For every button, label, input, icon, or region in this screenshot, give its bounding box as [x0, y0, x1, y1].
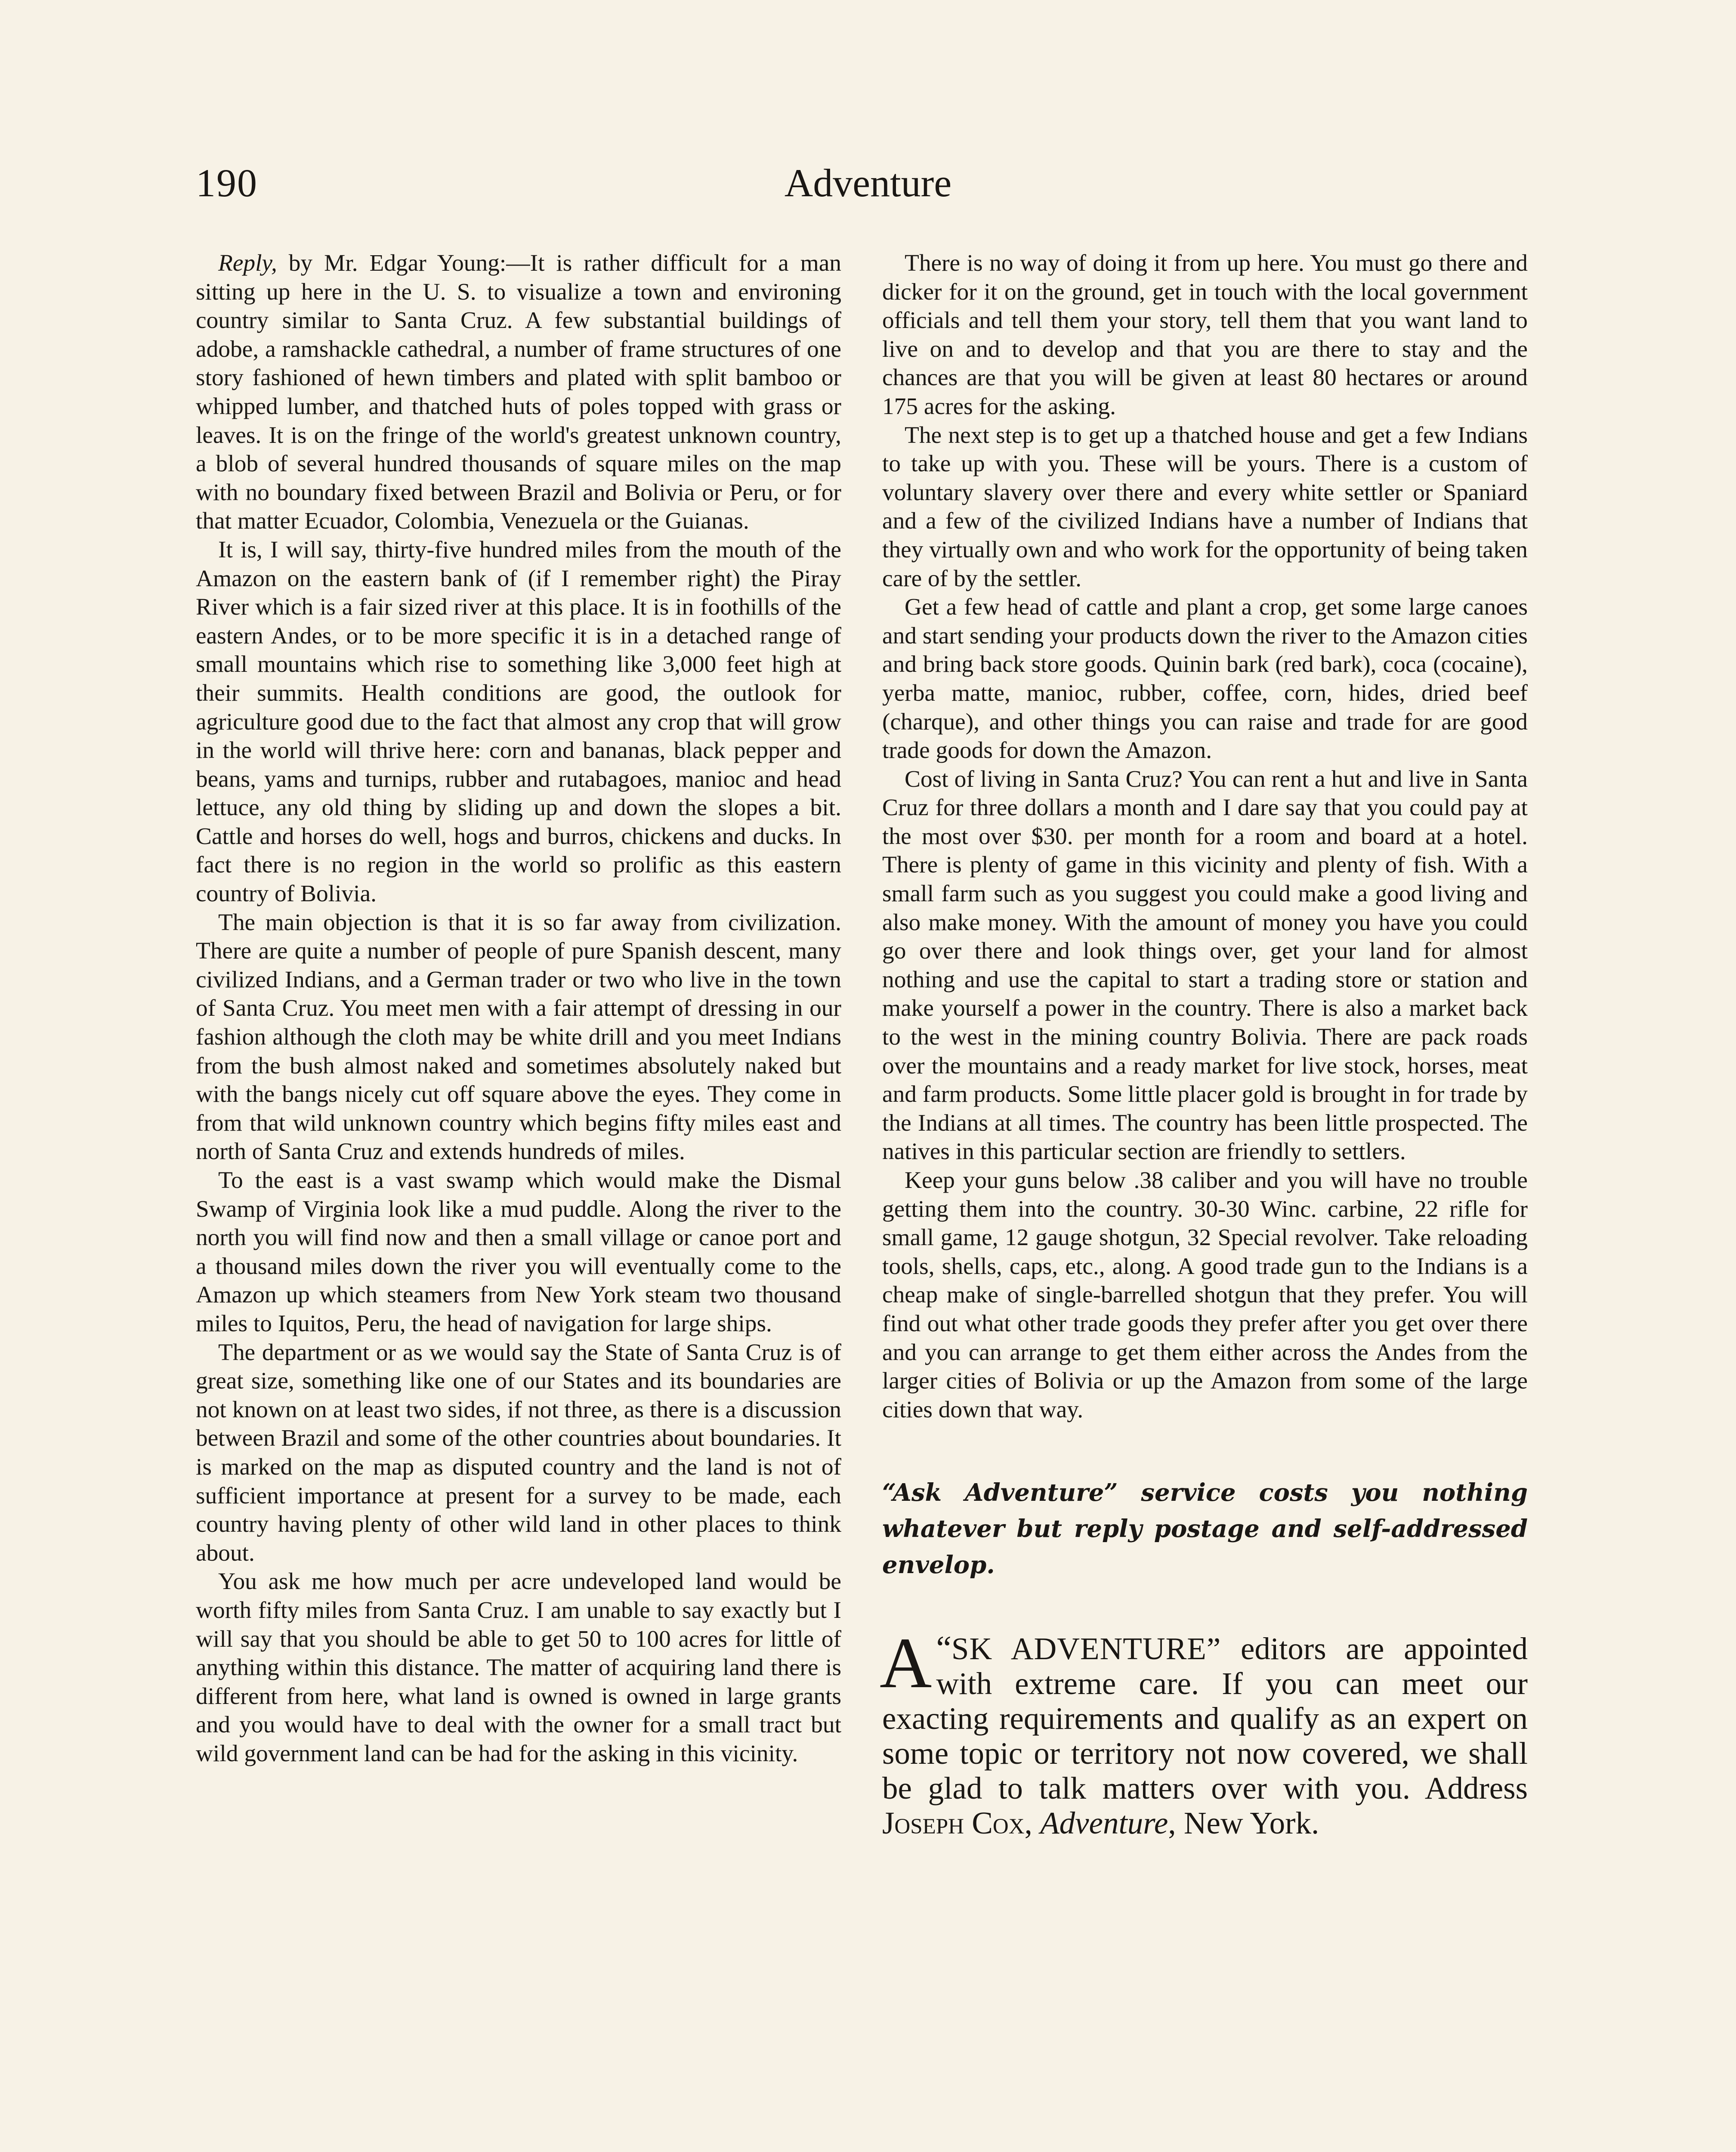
ask-adventure-notice [880, 1623, 1528, 1841]
page-header [196, 160, 1540, 207]
paragraph: To the east is a vast swamp which would make the Dismal Swamp of Virginia look like a mud puddle. Along the river to the north you will find now and then a small village or canoe port and a thousand miles down the river you will eventually come to the Amazon up which steamers from New York steam two thousand miles to Iquitos, Peru, the head of navigation for large ships. [196, 1167, 841, 1336]
running-title: Adventure [784, 161, 952, 205]
city: , New York. [1168, 1806, 1319, 1841]
drop-cap: A [880, 1623, 932, 1704]
right-column [882, 249, 1528, 1840]
paragraph [196, 249, 841, 535]
reply-lead: Reply, [218, 250, 277, 276]
paragraph: Get a few head of cattle and plant a crop, get some large canoes and start sending your products down the river to the Amazon cities and bring back store goods. Quinin bark (red bark), coca (cocaine), yerba matte, manioc, rubber, coffee, corn, hides, dried beef (charque), and other things you can raise and trade for are good trade goods for down the Amazon. [882, 594, 1528, 764]
paragraph: The main objection is that it is so far away from civilization. There are quite a number of people of pure Spanish descent, many civilized Indians, and a German trader or two who live in the town of Santa Cruz. You meet men with a fair attempt of dressing in our fashion although the cloth may be white drill and you meet Indians from the bush almost naked and sometimes absolutely naked but with the bangs nicely cut off square above the eyes. They come in from that wild unknown country which begins fifty miles east and north of Santa Cruz and extends hundreds of miles. [196, 909, 841, 1165]
paragraph-text: by Mr. Edgar Young:—It is rather difficult for a man sitting up here in the U. S. to visualize a town and environing country similar to Santa Cruz. A few substantial buildings of adobe, a ramshackle cathedral, a number of frame structures of one story fashioned of hewn timbers and plated with split bamboo or whipped lumber, and thatched huts of poles topped with grass or leaves. It is on the fringe of the world's greatest unknown country, a blob of several hundred thousands of square miles on the map with no boundary fixed between Brazil and Bolivia or Peru, or for that matter Ecuador, Colombia, Venezuela or the Guianas. [196, 250, 841, 534]
paragraph: There is no way of doing it from up here. You must go there and dicker for it on the ground, get in touch with the local government officials and tell them your story, tell them that you want land to live on and to develop and that you are there to stay and the chances are that you will be given at least 80 hectares or around 175 acres for the asking. [882, 250, 1528, 419]
service-notice: “Ask Adventure” service costs you nothing whatever but reply postage and self-addressed envelop. [882, 1478, 1528, 1580]
paragraph: Cost of living in Santa Cruz? You can rent a hut and live in Santa Cruz for three dollars a month and I dare say that you could pay at the most over $30. per month for a room and board at a hotel. There is plenty of game in this vicinity and plenty of fish. With a small farm such as you suggest you could make a good living and also make money. With the amount of money you have you could go over there and look things over, get your land for almost nothing and use the capital to start a trading store or station and make yourself a power in the country. There is also a market back to the west in the mining country Bolivia. There are pack roads over the mountains and a ready market for live stock, horses, meat and farm products. Some little placer gold is brought in for trade by the Indians at all times. The country has been little prospected. The natives in this particular section are friendly to settlers. [882, 765, 1528, 1165]
page-number: 190 [196, 161, 258, 205]
magazine-name: Adventure [1040, 1806, 1168, 1841]
separator: , [1024, 1806, 1041, 1841]
open-quote: “ [936, 1629, 951, 1668]
paragraph: The next step is to get up a thatched house and get a few Indians to take up with you. These will be yours. There is a custom of voluntary slavery over there and every white settler or Spaniard and a few of the civilized Indians have a number of Indians that they virtually own and who work for the opportunity of being taken care of by the settler. [882, 421, 1528, 591]
editor-name: Joseph Cox [882, 1806, 1025, 1841]
paragraph: The department or as we would say the State of Santa Cruz is of great size, something like one of our States and its boundaries are not known on at least two sides, if not three, as there is a discussion between Brazil and some of the other countries about boundaries. It is marked on the map as disputed country and the land is not of sufficient importance at present for a survey to be made, each country having plenty of other wild land in other places to think about. [196, 1339, 841, 1566]
paragraph: Keep your guns below .38 caliber and you will have no trouble getting them into the country. 30-30 Winc. carbine, 22 rifle for small game, 12 gauge shotgun, 32 Special revolver. Take reloading tools, shells, caps, etc., along. A good trade gun to the Indians is a cheap make of single-barrelled shotgun that they prefer. You will find out what other trade goods they prefer after you get over there and you can arrange to get them either across the Andes from the larger cities of Bolivia or up the Amazon from some of the large cities down that way. [882, 1167, 1528, 1422]
paragraph: It is, I will say, thirty-five hundred miles from the mouth of the Amazon on the eastern bank of (if I remember right) the Piray River which is a fair sized river at this place. It is in foothills of the eastern Andes, or to be more specific it is in a detached range of small mountains which rise to something like 3,000 feet high at their summits. Health conditions are good, the outlook for agriculture good due to the fact that almost any crop that will grow in the world will thrive here: corn and bananas, black pepper and beans, yams and turnips, rubber and rutabagoes, manioc and head lettuce, any old thing by sliding up and down the slopes a bit. Cattle and horses do well, hogs and burros, chickens and ducks. In fact there is no region in the world so prolific as this eastern country of Bolivia. [196, 536, 841, 907]
paragraph: You ask me how much per acre undeveloped land would be worth fifty miles from Santa Cruz. I am unable to say exactly but I will say that you should be able to get 50 to 100 acres for little of anything within this distance. The matter of acquiring land there is different from here, what land is owned is owned in large grants and you would have to deal with the owner for a small tract but wild government land can be had for the asking in this vicinity. [196, 1568, 841, 1766]
ad-caps-text: SK ADVENTURE” [951, 1631, 1221, 1667]
ad-text: editors are appointed with extreme care. If you can meet our exacting requirements and qualify as an expert on some topic or territory not now covered, we shall be glad to talk matters over with you. Address [882, 1631, 1528, 1806]
left-column [196, 249, 841, 1768]
